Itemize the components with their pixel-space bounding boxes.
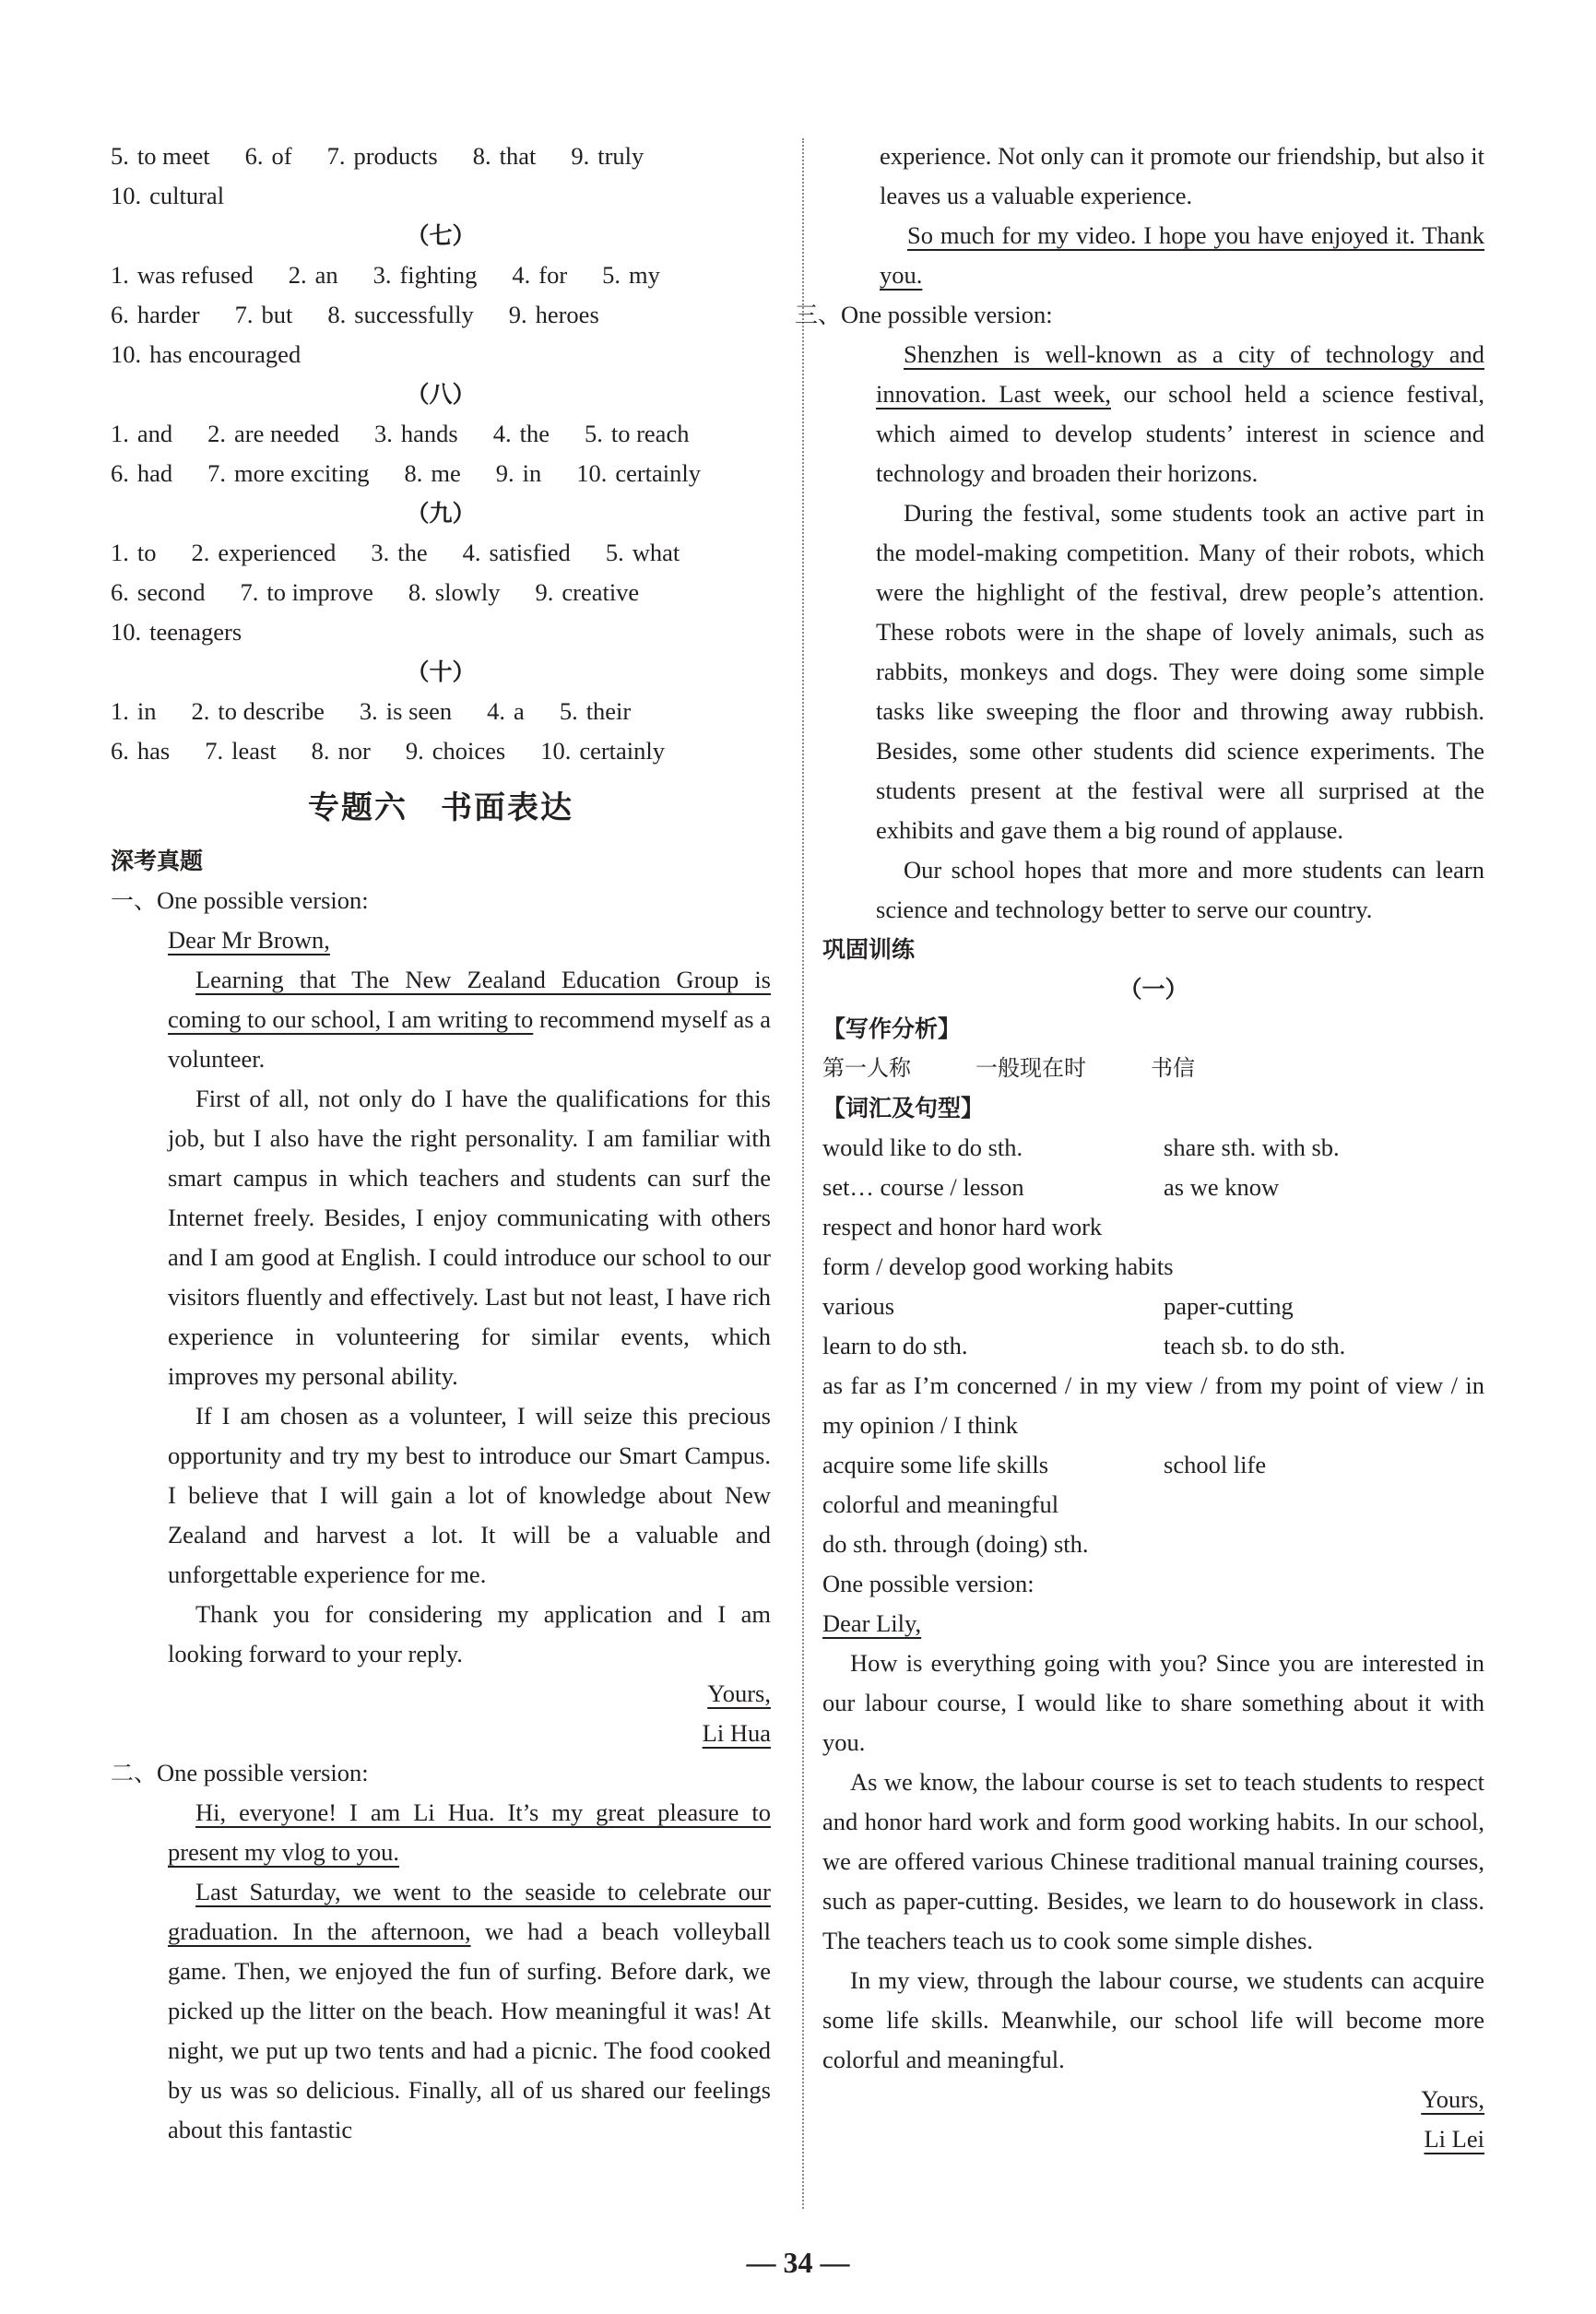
paragraph: If I am chosen as a volunteer, I will seize this precious opportunity and try my best to introduce our Smart Campus. I believe that I will gain a lot of knowledge about New Zealand and harvest a lot. It will be a valuable and unforgettable experience for me. <box>168 1402 771 1588</box>
paragraph <box>168 960 771 1079</box>
answer-item <box>509 295 599 335</box>
paragraph: How is everything going with you? Since you are interested in our labour course, I would like to share something about it with you. <box>822 1649 1484 1756</box>
answer-text: and <box>136 420 173 447</box>
answer-text: my <box>629 261 660 289</box>
analysis-genre: 书信 <box>1151 1055 1195 1081</box>
answer-number: 3. <box>359 697 378 725</box>
paragraph: During the festival, some students took an active part in the model-making competition. Many of their robots, which were the highlight of the festival, drew people’s attention. These robots were in the shape of lovely animals, such as rabbits, monkeys and dogs. They were doing some simple tasks like sweeping the floor and throwing away rubbish. Besides, some other students did science experiments. The students present at the festival were all surprised at the exhibits and gave them a big round of applause. <box>876 499 1484 844</box>
vocab-row <box>822 1525 1484 1564</box>
answer-number: 5. <box>602 261 621 289</box>
paragraph-text: recommend myself as a volunteer. <box>168 1005 771 1073</box>
answer-item <box>463 533 571 573</box>
vocab-row <box>822 1168 1484 1207</box>
answer-text: was refused <box>136 261 254 289</box>
answer-number: 9. <box>571 142 590 170</box>
paragraph: First of all, not only do I have the qualifications for this job, but I also have the right personality. I am familiar with smart campus in which teachers and students can surf the Internet freely. Besides, I enjoy communicating with others and I am good at English. I could introduce our school to our visitors fluently and effectively. Last but not least, I have rich experience in volunteering for similar events, which improves my personal ability. <box>168 1085 771 1390</box>
answer-number: 1. <box>111 697 129 725</box>
answer-row <box>111 731 771 771</box>
answer-number: 6. <box>111 459 129 487</box>
vocab-item: acquire some life skills <box>822 1451 1049 1478</box>
answer-text: satisfied <box>489 539 571 566</box>
paragraph: experience. Not only can it promote our friendship, but also it leaves us a valuable experience. <box>880 142 1484 209</box>
paragraph <box>876 335 1484 493</box>
answer-text: is seen <box>385 697 453 725</box>
underlined-opening: Learning that The New Zealand Education Group is coming to our school, I am writing to <box>168 966 771 1033</box>
answer-text: harder <box>136 301 200 328</box>
answer-text: the <box>519 420 550 447</box>
answer-item <box>374 414 458 454</box>
answer-text: choices <box>432 737 506 765</box>
answer-item <box>571 136 644 176</box>
answer-row <box>111 295 771 335</box>
version-label: One possible version: <box>157 1759 369 1786</box>
answer-text: experienced <box>218 539 337 566</box>
vocab-item: would like to do sth. <box>822 1133 1023 1161</box>
version-one-label <box>111 881 771 920</box>
answer-number: 8. <box>404 459 423 487</box>
answer-number: 5. <box>559 697 578 725</box>
answer-number: 4. <box>462 539 481 566</box>
answer-number: 2. <box>191 697 210 725</box>
underlined-opening: Hi, everyone! I am Li Hua. It’s my great pleasure to present my vlog to you. <box>168 1798 771 1866</box>
answer-row <box>111 255 771 295</box>
answer-number: 2. <box>191 539 210 566</box>
vocabulary-heading: 【词汇及句型】 <box>822 1095 985 1121</box>
answer-item <box>245 136 292 176</box>
answer-item <box>512 255 567 295</box>
answer-number: 10. <box>576 459 608 487</box>
answer-text: truly <box>597 142 644 170</box>
answer-text: heroes <box>535 301 599 328</box>
answer-item <box>111 136 210 176</box>
vocab-item-long: as far as I’m concerned / in my view / from my point of view / in my opinion / I think <box>822 1371 1484 1439</box>
vocab-row <box>822 1326 1484 1366</box>
answer-item <box>111 295 200 335</box>
answer-number: 8. <box>472 142 491 170</box>
analysis-tense: 一般现在时 <box>975 1055 1086 1081</box>
analysis-row <box>822 1049 1484 1088</box>
answer-number: 10. <box>540 737 572 765</box>
answer-text: to reach <box>610 420 690 447</box>
answer-text: to describe <box>218 697 325 725</box>
answer-item <box>111 573 205 612</box>
paragraph: In my view, through the labour course, we students can acquire some life skills. Meanwhile, our school life will become more colorful and meaningful. <box>822 1966 1484 2073</box>
answer-text: certainly <box>615 459 702 487</box>
answer-text: for <box>538 261 568 289</box>
answer-item <box>207 414 339 454</box>
answer-text: successfully <box>354 301 474 328</box>
vocab-row <box>822 1247 1484 1287</box>
answer-number: 2. <box>207 420 227 447</box>
answer-number: 8. <box>327 301 347 328</box>
answer-number: 4. <box>487 697 506 725</box>
answer-row <box>111 414 771 454</box>
version-mark: 三、 <box>795 302 842 328</box>
signature: Li Lei <box>1424 2125 1484 2153</box>
vlog-script-continued <box>822 136 1484 295</box>
answer-number: 5. <box>605 539 624 566</box>
answer-number: 1. <box>111 420 129 447</box>
analysis-person: 第一人称 <box>822 1055 911 1081</box>
paragraph: As we know, the labour course is set to teach students to respect and honor hard work and form good working habits. In our school, we are offered various Chinese traditional manual training courses, such as paper-cutting. Besides, we learn to do housework in class. The teachers teach us to cook some simple dishes. <box>822 1768 1484 1954</box>
paragraph <box>168 1793 771 1872</box>
consolidation-heading: 巩固训练 <box>822 936 916 963</box>
answer-number: 8. <box>408 578 427 606</box>
answer-item <box>473 136 537 176</box>
answer-number: 4. <box>492 420 512 447</box>
answer-number: 10. <box>111 340 142 368</box>
answer-row <box>111 176 771 216</box>
answer-item <box>540 731 665 771</box>
vocab-item: share sth. with sb. <box>1164 1133 1340 1161</box>
version-mark: 二、 <box>111 1760 158 1786</box>
answer-number: 6. <box>111 737 129 765</box>
signoff: Yours, <box>707 1679 771 1707</box>
underlined-opening: Shenzhen is well-known as a city of technology and innovation. Last week, <box>876 340 1484 408</box>
answer-number: 2. <box>288 261 307 289</box>
greeting: Dear Lily, <box>822 1609 922 1637</box>
answer-item <box>192 533 337 573</box>
answer-number: 7. <box>205 737 224 765</box>
answer-item <box>373 255 478 295</box>
section-heading-7: （七） <box>406 222 476 249</box>
answer-row <box>111 533 771 573</box>
vocab-item: colorful and meaningful <box>822 1490 1059 1518</box>
answer-number: 3. <box>372 261 392 289</box>
answer-number: 6. <box>111 301 129 328</box>
vocab-item: teach sb. to do sth. <box>1164 1332 1346 1359</box>
paragraph-text: we had a beach volleyball game. Then, we enjoyed the fun of surfing. Before dark, we picked up the litter on the beach. How meaningful it was! At night, we put up two tents and had a picnic. The food cooked by us was so delicious. Finally, all of us shared our feelings about this fantastic <box>168 1917 771 2143</box>
answer-number: 3. <box>374 420 393 447</box>
answer-item <box>327 136 438 176</box>
answer-text: products <box>353 142 438 170</box>
answer-text: to improve <box>266 578 373 606</box>
section-heading-8: （八） <box>406 381 476 408</box>
answer-number: 1. <box>111 539 129 566</box>
answer-text: more exciting <box>234 459 370 487</box>
answer-item <box>111 255 254 295</box>
page-number: — 34 — <box>746 2246 850 2279</box>
answer-number: 9. <box>495 459 514 487</box>
answer-item <box>406 731 505 771</box>
vocab-item: various <box>822 1292 895 1320</box>
answer-number: 4. <box>512 261 531 289</box>
answer-item <box>111 454 172 493</box>
answer-text: a <box>514 697 525 725</box>
answer-text: of <box>271 142 292 170</box>
answer-text: has <box>136 737 171 765</box>
answer-item <box>111 692 157 731</box>
column-divider <box>802 138 804 2209</box>
festival-report <box>822 335 1484 930</box>
vlog-script <box>111 1793 771 2150</box>
answer-item <box>602 255 660 295</box>
answer-item <box>111 731 170 771</box>
vocab-item: learn to do sth. <box>822 1332 968 1359</box>
answer-text: in <box>522 459 542 487</box>
answer-number: 7. <box>326 142 346 170</box>
answer-number: 6. <box>111 578 129 606</box>
signoff: Yours, <box>1421 2085 1484 2113</box>
signature: Li Hua <box>702 1719 771 1747</box>
answer-row <box>111 573 771 612</box>
answer-item <box>408 573 501 612</box>
answer-number: 5. <box>111 142 129 170</box>
answer-item <box>205 731 276 771</box>
answer-number: 10. <box>111 618 142 646</box>
answer-number: 7. <box>240 578 259 606</box>
version-label: One possible version: <box>841 301 1053 328</box>
vocab-item: do sth. through (doing) sth. <box>822 1530 1089 1558</box>
vocab-row <box>822 1485 1484 1525</box>
answer-text: least <box>231 737 277 765</box>
answer-text: what <box>632 539 680 566</box>
answer-text: their <box>585 697 632 725</box>
answer-row <box>111 136 771 176</box>
writing-analysis-heading: 【写作分析】 <box>822 1015 962 1042</box>
vocab-item: paper-cutting <box>1164 1292 1294 1320</box>
answer-item <box>585 414 689 454</box>
answer-row <box>111 335 771 374</box>
answer-number: 9. <box>405 737 424 765</box>
answer-item <box>360 692 452 731</box>
answer-item <box>487 692 525 731</box>
answer-number: 3. <box>371 539 390 566</box>
version-label: One possible version: <box>157 886 369 914</box>
answer-text: in <box>136 697 157 725</box>
paragraph <box>168 1872 771 2150</box>
answer-item <box>327 295 473 335</box>
paragraph-text: our school held a science festival, which aimed to develop students’ interest in science and technology and broaden their horizons. <box>876 380 1484 487</box>
section-heading-10: （十） <box>406 659 476 685</box>
vocab-item: form / develop good working habits <box>822 1252 1174 1280</box>
paragraph: Thank you for considering my application and I am looking forward to your reply. <box>168 1600 771 1667</box>
vocab-item: as we know <box>1164 1173 1280 1201</box>
answer-item <box>535 573 639 612</box>
answer-item <box>111 176 224 216</box>
answer-text: teenagers <box>149 618 242 646</box>
answer-text: creative <box>562 578 640 606</box>
answer-item <box>496 454 542 493</box>
answer-item <box>312 731 371 771</box>
version-label: One possible version: <box>822 1570 1034 1597</box>
vocab-row <box>822 1207 1484 1247</box>
version-mark: 一、 <box>111 887 158 914</box>
answer-text: are needed <box>234 420 340 447</box>
answer-text: cultural <box>149 182 225 209</box>
left-column <box>111 136 771 2150</box>
answer-text: hands <box>400 420 458 447</box>
version-three-label <box>795 295 1484 335</box>
answer-text: certainly <box>579 737 666 765</box>
exam-section-heading: 深考真题 <box>111 848 204 874</box>
answer-text: an <box>314 261 338 289</box>
answer-number: 6. <box>244 142 264 170</box>
answer-item <box>192 692 325 731</box>
answer-number: 7. <box>234 301 254 328</box>
vocab-item: respect and honor hard work <box>822 1213 1103 1240</box>
answer-item <box>235 295 293 335</box>
answer-item <box>111 414 172 454</box>
answer-text: had <box>136 459 173 487</box>
answer-text: the <box>397 539 428 566</box>
answer-text: fighting <box>399 261 478 289</box>
answer-item <box>576 454 701 493</box>
answer-number: 1. <box>111 261 129 289</box>
answer-text: slowly <box>434 578 501 606</box>
answer-text: to <box>136 539 157 566</box>
version-two-label <box>111 1753 771 1793</box>
answer-number: 10. <box>111 182 142 209</box>
answer-item <box>606 533 680 573</box>
answer-item <box>493 414 550 454</box>
answer-row <box>111 692 771 731</box>
underlined-closing: So much for my video. I hope you have enjoyed it. Thank you. <box>880 221 1484 289</box>
underlined-opening: Last Saturday, we went to the seaside to celebrate our graduation. In the afternoon, <box>168 1878 771 1945</box>
answer-text: that <box>499 142 537 170</box>
answer-item <box>289 255 338 295</box>
answer-text: to meet <box>136 142 210 170</box>
answer-number: 8. <box>311 737 330 765</box>
answer-text: me <box>431 459 461 487</box>
paragraph: Our school hopes that more and more students can learn science and technology better to serve our country. <box>876 856 1484 923</box>
letter-one <box>111 920 771 1753</box>
vocab-item: set… course / lesson <box>822 1173 1024 1201</box>
answer-item <box>111 533 157 573</box>
answer-text: but <box>261 301 293 328</box>
answer-number: 9. <box>535 578 554 606</box>
vocab-row <box>822 1287 1484 1326</box>
answer-row <box>111 454 771 493</box>
answer-item <box>111 335 301 374</box>
vocab-item: school life <box>1164 1451 1267 1478</box>
answer-item <box>404 454 460 493</box>
exercise-heading-1: （一） <box>1118 976 1188 1003</box>
answer-item <box>111 612 242 652</box>
answer-item <box>240 573 372 612</box>
section-heading-9: （九） <box>406 500 476 527</box>
answer-item <box>560 692 631 731</box>
answer-number: 5. <box>584 420 603 447</box>
answer-item <box>371 533 427 573</box>
vocab-row <box>822 1128 1484 1168</box>
answer-text: nor <box>337 737 371 765</box>
topic-title: 专题六 书面表达 <box>308 789 573 826</box>
vocab-row <box>822 1445 1484 1485</box>
answer-row <box>111 612 771 652</box>
answer-number: 7. <box>207 459 227 487</box>
answer-item <box>207 454 369 493</box>
paragraph <box>880 216 1484 295</box>
right-column <box>795 136 1484 2159</box>
answer-text: second <box>136 578 206 606</box>
greeting: Dear Mr Brown, <box>168 926 330 954</box>
answer-number: 9. <box>508 301 527 328</box>
answer-text: has encouraged <box>149 340 301 368</box>
